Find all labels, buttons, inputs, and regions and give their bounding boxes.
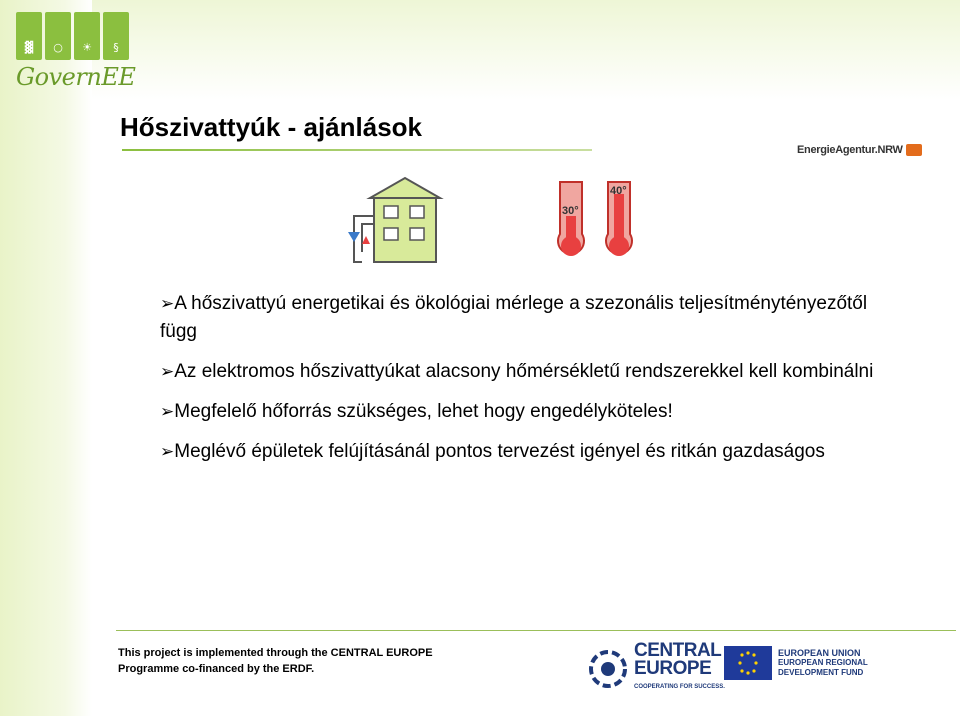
eu-sub-line1: EUROPEAN REGIONAL: [778, 658, 868, 667]
bullet-item: [160, 398, 880, 426]
thermometer-icon: [552, 176, 644, 268]
title-underline: [122, 149, 592, 151]
governee-logo-text: GovernEE: [16, 63, 136, 91]
bullet-item: [160, 358, 880, 386]
eu-erdf-logo: [724, 646, 868, 680]
ce-word-central: CENTRAL: [634, 640, 722, 661]
bullet-list: [160, 290, 880, 478]
header-band: [0, 0, 960, 100]
house-icon: [340, 176, 450, 266]
eu-flag-icon: [724, 646, 772, 680]
bullet-item: [160, 290, 880, 346]
bullet-text: A hőszivattyú energetikai és ökológiai mérlege a szezonális teljesítménytényezőtől függ: [160, 293, 868, 342]
bullet-text: Meglévő épületek felújításánál pontos tervezést igényel és ritkán gazdaságos: [174, 441, 825, 462]
bullet-arrow-icon: ➢: [160, 362, 175, 382]
thermo-left-label: 30°: [562, 205, 579, 217]
bullet-arrow-icon: ➢: [160, 402, 175, 422]
ce-word-europe: EUROPE: [634, 658, 712, 679]
logo-tile-sun-icon: ☀: [74, 12, 100, 60]
ce-tagline: COOPERATING FOR SUCCESS.: [634, 684, 725, 690]
bullet-item: [160, 438, 880, 466]
thermometers-illustration: [552, 176, 644, 273]
footer-divider: [116, 630, 956, 631]
footer-funding-text: [118, 645, 433, 677]
house-heatpump-illustration: [340, 176, 450, 271]
sidebar-band: [0, 0, 92, 716]
central-europe-emblem-icon: [588, 649, 628, 689]
bullet-arrow-icon: ➢: [160, 442, 175, 462]
eu-title: EUROPEAN UNION: [778, 648, 861, 658]
footer-text-line2: Programme co-financed by the ERDF.: [118, 663, 315, 675]
energieagentur-logo: [797, 144, 922, 156]
logo-tile-leaf-icon: ○: [45, 12, 71, 60]
bullet-arrow-icon: ➢: [160, 294, 175, 314]
bullet-text: Az elektromos hőszivattyúkat alacsony hőmérsékletű rendszerekkel kell kombinálni: [174, 361, 874, 382]
governee-logo-tiles: [16, 12, 129, 60]
footer-text-line1: This project is implemented through the CENTRAL EUROPE: [118, 647, 433, 659]
slide-title: Hőszivattyúk - ajánlások: [120, 112, 422, 142]
logo-tile-building-icon: ▓: [16, 12, 42, 60]
bullet-text: Megfelelő hőforrás szükséges, lehet hogy engedélyköteles!: [174, 401, 673, 422]
energieagentur-mark-icon: [906, 144, 922, 156]
logo-tile-paragraph-icon: §: [103, 12, 129, 60]
central-europe-logo: [588, 642, 725, 696]
eu-sub-line2: DEVELOPMENT FUND: [778, 668, 864, 677]
thermo-right-label: 40°: [610, 185, 627, 197]
energieagentur-logo-text: EnergieAgentur.NRW: [797, 144, 903, 156]
